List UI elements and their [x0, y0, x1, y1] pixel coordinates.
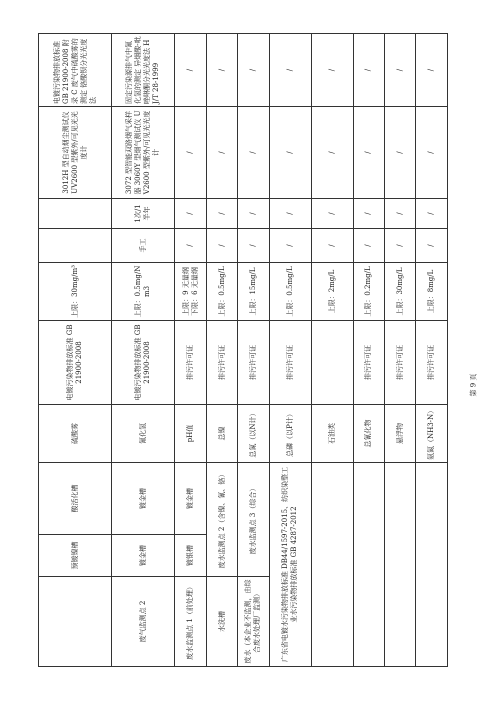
water-item-limit: 上限：0.5mg/L	[206, 263, 237, 321]
table-row	[175, 34, 206, 667]
cell-standard: 电镀污染物排放标准 GB 21900-2008	[112, 321, 175, 405]
cell-slash: /	[311, 34, 353, 107]
cell-slash: /	[206, 34, 237, 107]
table-row	[112, 34, 175, 667]
cell-tank: 镀银槽	[175, 535, 206, 577]
table-row	[39, 34, 112, 667]
cell-slash: /	[385, 107, 416, 199]
table-row	[353, 34, 384, 667]
water-item-limit: 上限：30mg/L	[385, 263, 416, 321]
cell-slash: /	[206, 107, 237, 199]
cell-slash: /	[311, 107, 353, 199]
water-item-name: 石油类	[311, 405, 353, 463]
cell-slash: /	[353, 34, 384, 107]
cell-empty	[416, 463, 448, 667]
cell-slash: /	[269, 107, 311, 199]
cell-pollutant: 酸活化槽	[39, 463, 112, 535]
water-item-name: 总氰化物	[353, 405, 384, 463]
water-item-permit: 排污许可证	[385, 321, 416, 405]
water-item-name: 总镍	[206, 405, 237, 463]
water-item-name: 总磷（以P计）	[269, 405, 311, 463]
cell-instrument: 3012H 型自动烟尘测试仪 UV2600 型紫外/可见光光度计	[39, 107, 112, 199]
cell-instrument: 3072 型智能双路烟气采样器 3060Y 型烟气测试仪 UV2600 型紫外/可见光光度计	[112, 107, 175, 199]
water-item-limit: 上限：0.5mg/L	[269, 263, 311, 321]
cell-slash: /	[238, 34, 269, 107]
cell-slash: /	[175, 199, 206, 229]
cell-freq: 1次/1半年	[112, 199, 175, 229]
cell-slash: /	[175, 229, 206, 263]
water-item-permit: 排污许可证	[416, 321, 448, 405]
table-row	[238, 34, 269, 667]
cell-method	[39, 229, 112, 263]
cell-empty	[353, 463, 384, 667]
water-item-name: 总氮（以N计）	[238, 405, 269, 463]
cell-slash: /	[311, 199, 353, 229]
cell-pollutant: 硫酸雾	[39, 405, 112, 463]
cell-slash: /	[385, 229, 416, 263]
page-number: 第 9 页	[469, 373, 478, 397]
cell-tank: 镀金槽	[112, 463, 175, 535]
cell-limit: 上限：0.5mg/Nm3	[112, 263, 175, 321]
water-point-1: 废水监测点 1（前处理）	[175, 577, 206, 667]
water-item-name: 氨氮（NH3-N）	[416, 405, 448, 463]
table-row	[385, 34, 416, 667]
water-item-name: pH值	[175, 405, 206, 463]
cell-slash: /	[385, 199, 416, 229]
cell-analysis: 固定污染源排气中氰化氢的测定 异烟酸-吡唑啉酮分光光度法 HJ/T 28-1999	[112, 34, 175, 107]
monitoring-table	[38, 33, 448, 667]
cell-tank: 镀金槽	[175, 463, 206, 535]
water-point-2: 废水监测点 2（含镍、氰、铬）	[206, 463, 237, 577]
table-row	[416, 34, 448, 667]
cell-slash: /	[175, 34, 206, 107]
cell-limit: 上限：30mg/m³	[39, 263, 112, 321]
rotated-table	[38, 34, 448, 667]
cell-slash: /	[206, 199, 237, 229]
cell-slash: /	[238, 199, 269, 229]
water-item-limit: 上限：15mg/L	[238, 263, 269, 321]
cell-slash: /	[353, 199, 384, 229]
table-row	[269, 34, 311, 667]
cell-slash: /	[416, 199, 448, 229]
gas-point-cell	[39, 577, 112, 667]
cell-slash: /	[416, 34, 448, 107]
cell-tank: 镀金槽	[112, 535, 175, 577]
cell-method: 手工	[112, 229, 175, 263]
cell-slash: /	[206, 229, 237, 263]
cell-slash: /	[416, 229, 448, 263]
cell-empty	[385, 463, 416, 667]
cell-freq	[39, 199, 112, 229]
cell-slash: /	[269, 199, 311, 229]
water-item-permit: 排污许可证	[206, 321, 237, 405]
cell-empty	[311, 463, 353, 667]
table-row	[206, 34, 237, 667]
gas-point-label: 废气监测点 2	[112, 577, 175, 667]
cell-slash: /	[238, 229, 269, 263]
water-item-permit: 排污许可证	[175, 321, 206, 405]
cell-pollutant: 预镀镍槽	[39, 535, 112, 577]
cell-analysis: 电镀污染物排放标准 GB 21900-2008 附录 C 废气中硫酸雾的测定 铬酸钡分光光度法	[39, 34, 112, 107]
cell-slash: /	[175, 107, 206, 199]
water-standard: 广东省电镀水污染物排放标准 DB44/1597-2015、纺织染整工业水污染物排放标准 GB 4287-2012	[269, 463, 311, 667]
water-item-limit: 上限：2mg/L	[311, 263, 353, 321]
water-item-name: 悬浮物	[385, 405, 416, 463]
water-item-permit: 排污许可证	[353, 321, 384, 405]
cell-slash: /	[269, 34, 311, 107]
water-item-permit: 排污许可证	[238, 321, 269, 405]
cell-slash: /	[353, 229, 384, 263]
water-item-limit: 上限：9 无量纲 下限：6 无量纲	[175, 263, 206, 321]
cell-standard: 电镀污染物排放标准 GB 21900-2008	[39, 321, 112, 405]
cell-slash: /	[238, 107, 269, 199]
water-main-label: 水洗槽	[206, 577, 237, 667]
cell-pollutant: 氰化氢	[112, 405, 175, 463]
table-row	[311, 34, 353, 667]
water-item-permit: 排污许可证	[269, 321, 311, 405]
cell-slash: /	[311, 229, 353, 263]
cell-slash: /	[385, 34, 416, 107]
water-point-3: 废水监测点 3（综合）	[238, 463, 269, 577]
water-item-limit: 上限：0.2mg/L	[353, 263, 384, 321]
water-item-permit	[311, 321, 353, 405]
cell-slash: /	[353, 107, 384, 199]
water-item-limit: 上限：8mg/L	[416, 263, 448, 321]
cell-slash: /	[416, 107, 448, 199]
cell-slash: /	[269, 229, 311, 263]
water-legal-label: 废水（本企业不监测，由综合废水处理厂监测）	[238, 577, 269, 667]
